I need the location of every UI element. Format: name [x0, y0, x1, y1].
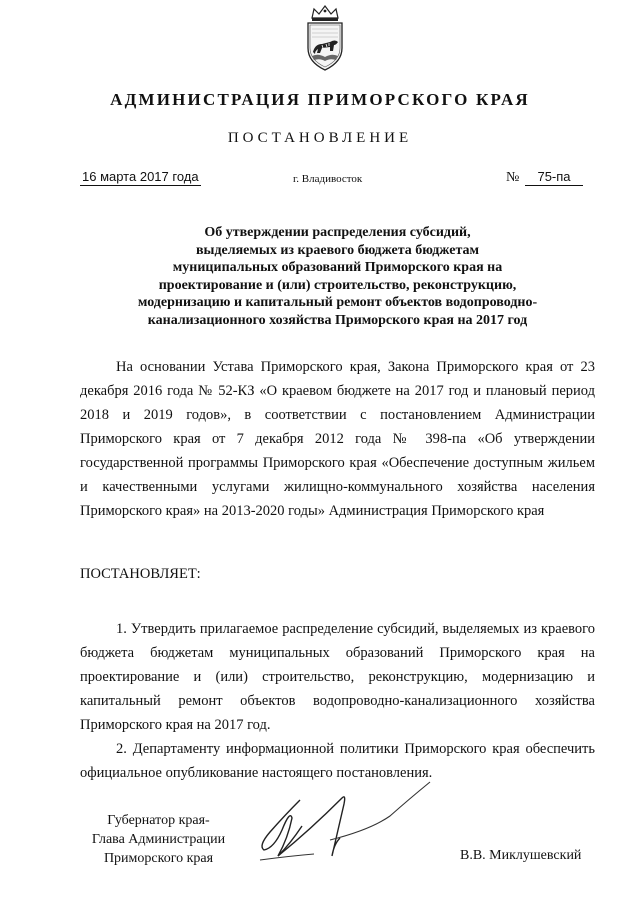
position-line: Приморского края	[103, 851, 214, 866]
title-line: Об утверждении распределения субсидий,	[204, 225, 471, 240]
document-title	[80, 224, 595, 329]
document-number: 75-па	[525, 169, 583, 186]
signatory-position	[80, 811, 237, 868]
document-type: ПОСТАНОВЛЕНИЕ	[227, 130, 413, 146]
position-line: Губернатор края-	[107, 813, 210, 828]
preamble-paragraph: На основании Устава Приморского края, Закона Приморского края от 23 декабря 2016 года № 52-КЗ «О краевом бюджете на 2017 год и плановый период 2018 и 2019 годов», в соответствии с постановлением Администрации Приморского края от 7 декабря 2012 года № 398-па «Об утверждении государственной программы Приморского края «Обеспечение доступным жильем и качественными услугами жилищно-коммунального хозяйства населения Приморского края» на 2013-2020 годы» Администрация Приморского края	[80, 359, 595, 519]
title-line: канализационного хозяйства Приморского края на 2017 год	[147, 312, 528, 328]
position-line: Глава Администрации	[91, 832, 226, 847]
title-line: выделяемых из краевого бюджета бюджетам	[195, 242, 480, 258]
decree-heading: ПОСТАНОВЛЯЕТ:	[80, 566, 201, 582]
title-line: модернизацию и капитальный ремонт объектов водопроводно-	[137, 295, 538, 310]
decree-item-2: 2. Департаменту информационной политики Приморского края обеспечить официальное опубликование настоящего постановления.	[80, 741, 595, 781]
title-line: проектирование и (или) строительство, реконструкцию,	[158, 277, 517, 293]
signatory-name: В.В. Миклушевский	[460, 848, 582, 863]
document-city: г. Владивосток	[293, 173, 363, 185]
number-label: №	[506, 170, 520, 185]
coat-of-arms-icon	[300, 4, 350, 74]
handwritten-signature-icon	[230, 760, 490, 880]
title-line: муниципальных образований Приморского края на	[172, 260, 503, 275]
document-date: 16 марта 2017 года	[82, 169, 199, 184]
decree-item-1: 1. Утвердить прилагаемое распределение субсидий, выделяемых из краевого бюджета бюджетам муниципальных образований Приморского края на проектирование и (или) строительство, реконструкцию, модернизацию и капитальный ремонт объектов водопроводно-канализационного хозяйства Приморского края на 2017 год.	[80, 621, 595, 733]
organization-heading: АДМИНИСТРАЦИЯ ПРИМОРСКОГО КРАЯ	[110, 90, 530, 109]
